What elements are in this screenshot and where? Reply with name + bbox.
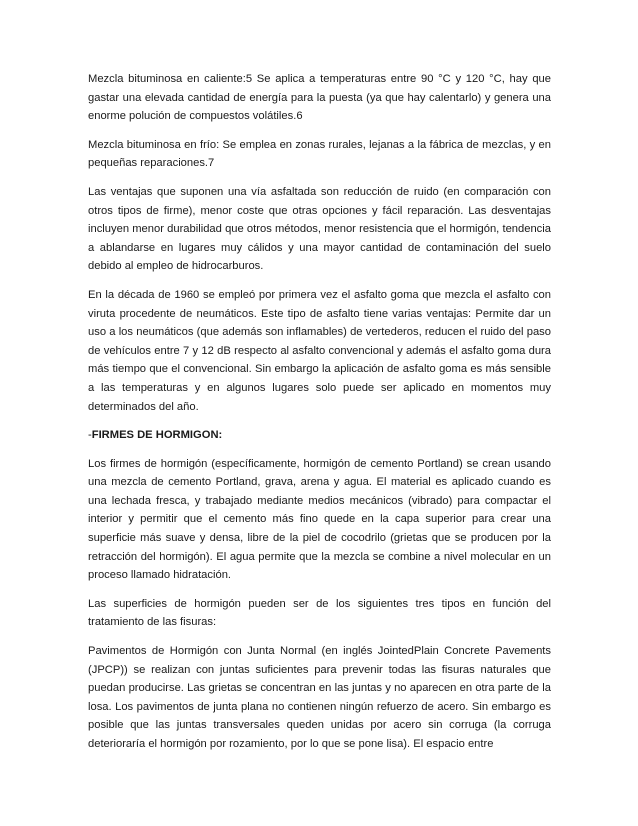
paragraph-surface-types: Las superficies de hormigón pueden ser de los siguientes tres tipos en función del tratamiento de las fisuras: (88, 597, 551, 629)
document-page (88, 70, 551, 764)
paragraph-advantages: Las ventajas que suponen una vía asfaltada son reducción de ruido (en comparación con otros tipos de firme), menor coste que otras opciones y fácil reparación. Las desventajas incluyen menor durabilidad que otros métodos, menor resistencia que el hormigón, tendencia a ablandarse en lugares muy cálidos y una mayor cantidad de contaminación del suelo debido al empleo de hidrocarburos. (88, 185, 551, 273)
section-heading (88, 426, 551, 445)
paragraph-cold-mix: Mezcla bituminosa en frío: Se emplea en zonas rurales, lejanas a la fábrica de mezclas, y en pequeñas reparaciones.7 (88, 138, 551, 170)
paragraph-rubber-asphalt: En la década de 1960 se empleó por primera vez el asfalto goma que mezcla el asfalto con viruta procedente de neumáticos. Este tipo de asfalto tiene varias ventajas: Permite dar un uso a los neumáticos (que además son inflamables) de vertederos, reducen el ruido del paso de vehículos entre 7 y 12 dB respecto al asfalto convencional y además el asfalto goma dura más tiempo que el convencional. Sin embargo la aplicación de asfalto goma es más sensible a las temperaturas y en algunos lugares solo puede ser aplicado en momentos muy determinados del año. (88, 288, 551, 413)
heading-text: FIRMES DE HORMIGON: (91, 429, 223, 442)
paragraph-hot-mix: Mezcla bituminosa en caliente:5 Se aplica a temperaturas entre 90 °C y 120 °C, hay que gastar una elevada cantidad de energía para la puesta (ya que hay calentarlo) y genera una enorme polución de compuestos volátiles.6 (88, 73, 551, 123)
paragraph-jpcp: Pavimentos de Hormigón con Junta Normal (en inglés JointedPlain Concrete Pavements (JPCP)) se realizan con juntas suficientes para prevenir todas las fisuras naturales que puedan producirse. Las grietas se concentran en las juntas y no aparecen en otra parte de la losa. Los pavimentos de junta plana no contienen ningún refuerzo de acero. Sin embargo es posible que las juntas transversales queden unidas por acero sin corruga (la corruga deterioraría el hormigón por rozamiento, por lo que se pone lisa). El espacio entre (88, 645, 551, 750)
paragraph-concrete: Los firmes de hormigón (específicamente, hormigón de cemento Portland) se crean usando una mezcla de cemento Portland, grava, arena y agua. El material es aplicado cuando es una lechada fresca, y trabajado mediante medios mecánicos (vibrado) para compactar el interior y permitir que el cemento más fino quede en la capa superior para crear una superficie más suave y densa, libre de la piel de cocodrilo (grietas que se producen por la retracción del hormigón). El agua permite que la mezcla se combine a nivel molecular en un proceso llamado hidratación. (88, 457, 551, 582)
heading-prefix: - (88, 429, 92, 442)
